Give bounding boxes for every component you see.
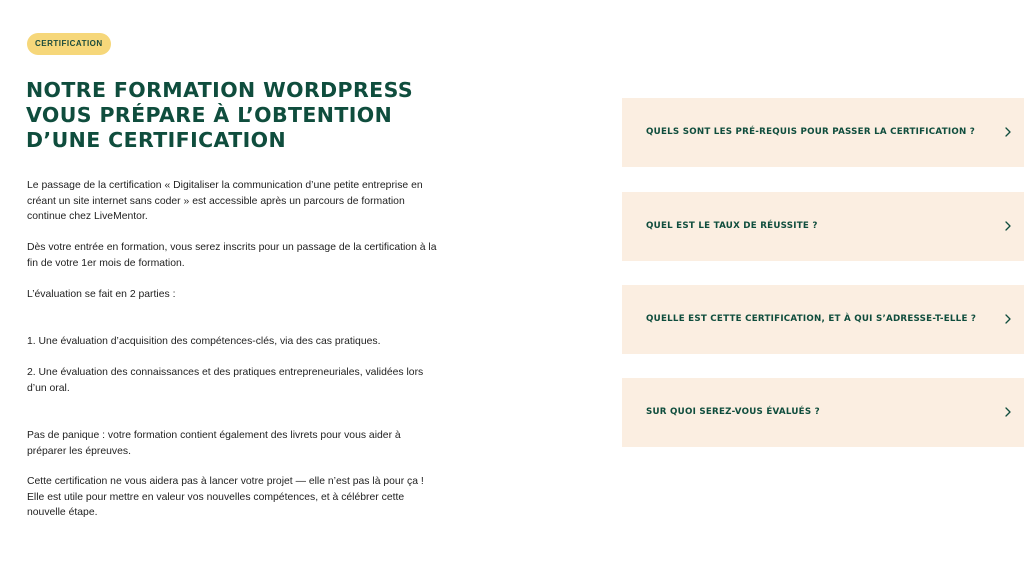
faq-question: QUEL EST LE TAUX DE RÉUSSITE ? — [646, 221, 818, 231]
chevron-right-icon — [1002, 219, 1014, 233]
paragraph-evaluation-intro: L’évaluation se fait en 2 parties : — [27, 289, 176, 300]
faq-item-prerequisites[interactable] — [622, 98, 1024, 167]
paragraph-registration: Dès votre entrée en formation, vous serez inscrits pour un passage de la certification à la fin de votre 1er mois de formation. — [27, 242, 437, 269]
paragraph-no-panic: Pas de panique : votre formation contient également des livrets pour vous aider à préparer les épreuves. — [27, 430, 401, 457]
faq-item-success-rate[interactable] — [622, 192, 1024, 261]
faq-item-what-certification[interactable] — [622, 285, 1024, 354]
page-title-line-3: D’UNE CERTIFICATION — [26, 128, 287, 152]
certification-badge: CERTIFICATION — [27, 33, 111, 55]
paragraph-intro: Le passage de la certification « Digitaliser la communication d’une petite entreprise en créant un site internet sans coder » est accessible après un parcours de formation continue chez LiveMentor. — [27, 180, 423, 222]
page-title-line-2: VOUS PRÉPARE À L’OBTENTION — [26, 103, 393, 127]
paragraph-purpose: Cette certification ne vous aidera pas à lancer votre projet — elle n’est pas là pour ça ! Elle est utile pour mettre en valeur vos nouvelles compétences, et à célébrer cette nouvelle étape. — [27, 476, 424, 518]
paragraph-evaluation-part-1: 1. Une évaluation d’acquisition des compétences-clés, via des cas pratiques. — [27, 336, 381, 347]
faq-item-evaluation[interactable] — [622, 378, 1024, 447]
chevron-right-icon — [1002, 405, 1014, 419]
page-title — [26, 78, 446, 153]
page-title-line-1: NOTRE FORMATION WORDPRESS — [26, 78, 413, 102]
paragraph-evaluation-part-2: 2. Une évaluation des connaissances et des pratiques entrepreneuriales, validées lors d’un oral. — [27, 367, 424, 394]
faq-question: SUR QUOI SEREZ-VOUS ÉVALUÉS ? — [646, 407, 820, 417]
faq-question: QUELLE EST CETTE CERTIFICATION, ET À QUI S’ADRESSE-T-ELLE ? — [646, 314, 977, 324]
chevron-right-icon — [1002, 125, 1014, 139]
chevron-right-icon — [1002, 312, 1014, 326]
faq-question: QUELS SONT LES PRÉ-REQUIS POUR PASSER LA CERTIFICATION ? — [646, 127, 976, 137]
